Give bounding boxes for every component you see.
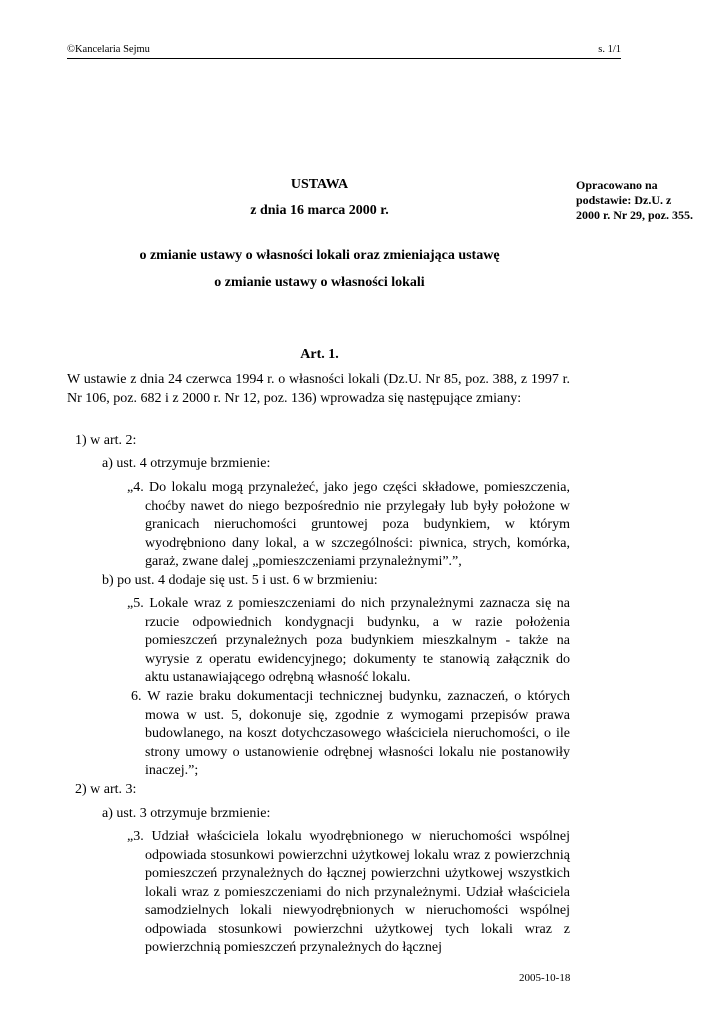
quote-ust-3-text: „3. Udział właściciela lokalu wyodrębnionego w nieruchomości wspólnej odpowiada stosunkowi powierzchni użytkowej lokalu wraz z powierzchnią pomieszczeń przynależnych do łącznej powierzchni użytkowej wszystkich lokali wraz z pomieszczeniami do nich przynależnymi. Udział właściciela samodzielnych lokali niewyodrębnionych w nieruchomości wspólnej odpowiada stosunkowi powierzchni użytkowej tych lokali wraz z powierzchnią pomieszczeń przynależnych do łącznej [127, 829, 570, 955]
footer-date: 2005-10-18 [519, 972, 571, 984]
header-publisher: ©Kancelaria Sejmu [67, 44, 150, 55]
act-date: z dnia 16 marca 2000 r. [250, 203, 389, 218]
act-title: USTAWA [290, 177, 349, 192]
item-1: 1) w art. 2: [75, 433, 137, 448]
article-intro: W ustawie z dnia 24 czerwca 1994 r. o własności lokali (Dz.U. Nr 85, poz. 388, z 1997 r. Nr 106, poz. 682 i z 2000 r. Nr 12, poz. 136) wprowadza się następujące zmiany: [67, 372, 570, 406]
page-header [67, 44, 621, 59]
act-subtitle-line-1: o zmianie ustawy o własności lokali oraz zmieniająca ustawę [139, 248, 500, 263]
source-note: Opracowano na podstawie: Dz.U. z 2000 r. Nr 29, poz. 355. [576, 178, 693, 222]
quote-ust-3 [127, 828, 570, 958]
quote-ust-4-text: „4. Do lokalu mogą przynależeć, jako jego części składowe, pomieszczenia, choćby nawet do niego bezpośrednio nie przylegały lub były położone w granicach nieruchomości gruntowej poza budynkiem, w którym wyodrębniono dany lokal, a w szczególności: piwnica, strych, komórka, garaż, zwane dalej „pomieszczeniami przynależnymi”.”, [127, 480, 570, 569]
header-page-number: s. 1/1 [598, 44, 621, 55]
article-heading: Art. 1. [300, 347, 339, 362]
quote-ust-6 [131, 688, 570, 781]
act-subtitle-line-2: o zmianie ustawy o własności lokali [214, 275, 425, 290]
quote-ust-5-text: „5. Lokale wraz z pomieszczeniami do nich przynależnymi zaznacza się na rzucie odpowiednich kondygnacji budynku, a w razie położenia pomieszczeń przynależnych poza budynkiem mieszkalnym - także na wyrysie z operatu ewidencyjnego; dokumenty te stanowią załącznik do aktu ustanawiającego odrębną własność lokalu. [127, 596, 570, 685]
item-1a: a) ust. 4 otrzymuje brzmienie: [102, 456, 271, 471]
item-1b: b) po ust. 4 dodaje się ust. 5 i ust. 6 w brzmieniu: [102, 573, 378, 588]
quote-ust-5 [127, 595, 570, 688]
quote-ust-6-text: 6. W razie braku dokumentacji technicznej budynku, zaznaczeń, o których mowa w ust. 5, dokonuje się, zgodnie z wymogami przepisów prawa budowlanego, na koszt dotychczasowego właściciela nieruchomości, o ile strony umowy o ustanowienie odrębnej własności lokalu nie postanowiły inaczej.”; [131, 689, 570, 778]
quote-ust-4 [127, 479, 570, 572]
item-2: 2) w art. 3: [75, 782, 137, 797]
item-2a: a) ust. 3 otrzymuje brzmienie: [102, 806, 271, 821]
